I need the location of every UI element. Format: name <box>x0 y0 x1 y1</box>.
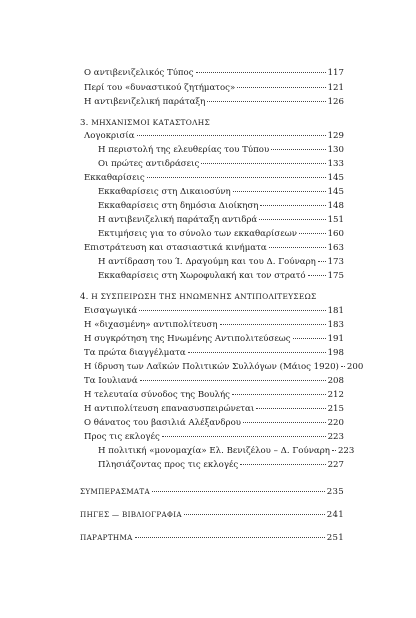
toc-entry-title: Ο θάνατος του βασιλιά Αλέξανδρου <box>84 418 241 428</box>
toc-entry <box>84 348 344 359</box>
toc-entry-title: Η περιστολή της ελευθερίας του Τύπου <box>98 145 270 155</box>
dot-leader <box>271 149 325 150</box>
toc-entry-title: Η «διχασμένη» αντιπολίτευση <box>84 320 218 330</box>
toc-subentry <box>98 159 344 170</box>
toc-entry-title: Η αντιβενιζελική παράταξη αντιδρά <box>98 215 258 225</box>
toc-entry-page: 183 <box>327 320 344 330</box>
toc-entry-page: 215 <box>327 404 344 414</box>
toc-entry-page: 251 <box>326 533 344 543</box>
dot-leader <box>184 514 325 515</box>
section-heading-4 <box>80 291 317 303</box>
toc-entry-title: Τα Ιουλιανά <box>84 376 138 386</box>
toc-entry-page: 227 <box>327 460 344 470</box>
toc-entry-title: Περί του «δυναστικού ζητήματος» <box>84 83 236 93</box>
toc-entry-page: 220 <box>327 418 344 428</box>
section-number: 4. <box>80 292 89 302</box>
toc-entry-page: 163 <box>327 243 344 253</box>
toc-entry <box>84 418 344 429</box>
toc-entry-page: 235 <box>326 487 344 497</box>
dot-leader <box>139 310 325 311</box>
toc-entry <box>84 131 344 142</box>
toc-entry-page: 151 <box>327 215 344 225</box>
dot-leader <box>308 275 326 276</box>
toc-entry-title: Η πολιτική «μονομαχία» Ελ. Βενιζέλου – Δ. Γούναρη <box>98 446 330 456</box>
toc-entry <box>84 97 344 108</box>
toc-subentry <box>98 201 344 212</box>
toc-backmatter-entry <box>80 532 344 543</box>
toc-entry-title: Επιστράτευση και στασιαστικά κινήματα <box>84 243 267 253</box>
toc-entry-page: 191 <box>327 334 344 344</box>
toc-entry-page: 175 <box>327 271 344 281</box>
dot-leader <box>135 537 325 538</box>
section-title: ΜΗΧΑΝΙΣΜΟΙ ΚΑΤΑΣΤΟΛΗΣ <box>91 118 211 127</box>
toc-entry-title: Λογοκρισία <box>84 131 135 141</box>
toc-entry-title: ΠΑΡΑΡΤΗΜΑ <box>80 533 133 542</box>
dot-leader <box>152 491 325 492</box>
dot-leader <box>318 261 326 262</box>
toc-entry-title: Η ίδρυση των Λαϊκών Πολιτικών Συλλόγων (Μάιος 1920) <box>84 362 339 372</box>
toc-subentry <box>98 446 355 457</box>
dot-leader <box>220 324 326 325</box>
toc-subentry <box>98 145 344 156</box>
dot-leader <box>137 135 326 136</box>
dot-leader <box>243 422 326 423</box>
toc-entry-page: 145 <box>327 187 344 197</box>
toc-entry-title: Η τελευταία σύνοδος της Βουλής <box>84 390 230 400</box>
toc-entry-title: Οι πρώτες αντιδράσεις <box>98 159 200 169</box>
toc-entry-title: Τα πρώτα διαγγέλματα <box>84 348 186 358</box>
toc-entry <box>84 306 344 317</box>
section-heading-3 <box>80 117 210 129</box>
toc-entry-title: Η αντιπολίτευση επανασυσπειρώνεται <box>84 404 255 414</box>
toc-entry-page: 212 <box>327 390 344 400</box>
toc-entry-page: 223 <box>327 432 344 442</box>
toc-entry-title: ΣΥΜΠΕΡΑΣΜΑΤΑ <box>80 487 150 496</box>
toc-subentry <box>98 215 344 226</box>
toc-entry-page: 130 <box>327 145 344 155</box>
toc-entry-page: 173 <box>327 257 344 267</box>
toc-entry-page: 145 <box>327 173 344 183</box>
toc-entry-page: 181 <box>327 306 344 316</box>
toc-entry-page: 148 <box>327 201 344 211</box>
toc-subentry <box>98 271 344 282</box>
toc-subentry <box>98 229 344 240</box>
dot-leader <box>240 464 325 465</box>
toc-entry <box>84 376 344 387</box>
toc-entry-page: 198 <box>327 348 344 358</box>
toc-entry <box>84 362 364 373</box>
section-title: Η ΣΥΣΠΕΙΡΩΣΗ ΤΗΣ ΗΝΩΜΕΝΗΣ ΑΝΤΙΠΟΛΙΤΕΥΣΕΩΣ <box>91 292 317 301</box>
toc-entry-title: Εκκαθαρίσεις στη δημόσια Διοίκηση <box>98 201 259 211</box>
dot-leader <box>140 380 326 381</box>
toc-entry-page: 117 <box>327 68 344 78</box>
dot-leader <box>201 163 325 164</box>
toc-backmatter-entry <box>80 509 344 520</box>
toc-entry-page: 129 <box>327 131 344 141</box>
toc-subentry <box>98 257 344 268</box>
dot-leader <box>162 436 326 437</box>
dot-leader <box>299 233 326 234</box>
toc-entry-title: Εκκαθαρίσεις στη Χωροφυλακή και τον στρατό <box>98 271 306 281</box>
toc-entry-page: 208 <box>327 376 344 386</box>
toc-entry-page: 126 <box>327 97 344 107</box>
toc-entry <box>84 173 344 184</box>
toc-entry-title: Η αντιβενιζελική παράταξη <box>84 97 206 107</box>
toc-entry-title: Η αντίδραση του Ί. Δραγούμη και του Δ. Γούναρη <box>98 257 316 267</box>
toc-entry-title: Εκκαθαρίσεις <box>84 173 145 183</box>
dot-leader <box>341 366 345 367</box>
toc-entry-title: ΠΗΓΕΣ — ΒΙΒΛΙΟΓΡΑΦΙΑ <box>80 510 182 519</box>
toc-entry-title: Εισαγωγικά <box>84 306 138 316</box>
toc-entry <box>84 83 344 94</box>
dot-leader <box>259 219 325 220</box>
toc-entry <box>84 320 344 331</box>
toc-entry-page: 223 <box>337 446 355 456</box>
dot-leader <box>188 352 326 353</box>
toc-entry-page: 121 <box>327 83 344 93</box>
dot-leader <box>260 205 325 206</box>
dot-leader <box>256 408 325 409</box>
toc-entry-title: Πλησιάζοντας προς τις εκλογές <box>98 460 239 470</box>
dot-leader <box>237 87 325 88</box>
dot-leader <box>147 177 326 178</box>
toc-subentry <box>98 187 344 198</box>
toc-entry <box>84 334 344 345</box>
dot-leader <box>207 101 325 102</box>
dot-leader <box>232 394 326 395</box>
toc-entry-title: Η συγκρότηση της Ηνωμένης Αντιπολιτεύσεως <box>84 334 291 344</box>
toc-entry <box>84 390 344 401</box>
dot-leader <box>269 247 326 248</box>
toc-entry-page: 133 <box>327 159 344 169</box>
toc-entry-title: Ο αντιβενιζελικός Τύπος <box>84 68 194 78</box>
dot-leader <box>196 72 326 73</box>
section-number: 3. <box>80 118 89 128</box>
toc-entry <box>84 68 344 79</box>
dot-leader <box>293 338 326 339</box>
toc-entry-title: Προς τις εκλογές <box>84 432 160 442</box>
toc-entry-page: 200 <box>346 362 364 372</box>
toc-entry-title: Εκτιμήσεις για το σύνολο των εκκαθαρίσεων <box>98 229 297 239</box>
toc-entry-page: 160 <box>327 229 344 239</box>
toc-entry <box>84 404 344 415</box>
dot-leader <box>332 450 336 451</box>
toc-backmatter-entry <box>80 486 344 497</box>
toc-subentry <box>98 460 344 471</box>
toc-entry-page: 241 <box>326 510 344 520</box>
dot-leader <box>233 191 326 192</box>
toc-entry <box>84 432 344 443</box>
toc-entry <box>84 243 344 254</box>
toc-entry-title: Εκκαθαρίσεις στη Δικαιοσύνη <box>98 187 231 197</box>
